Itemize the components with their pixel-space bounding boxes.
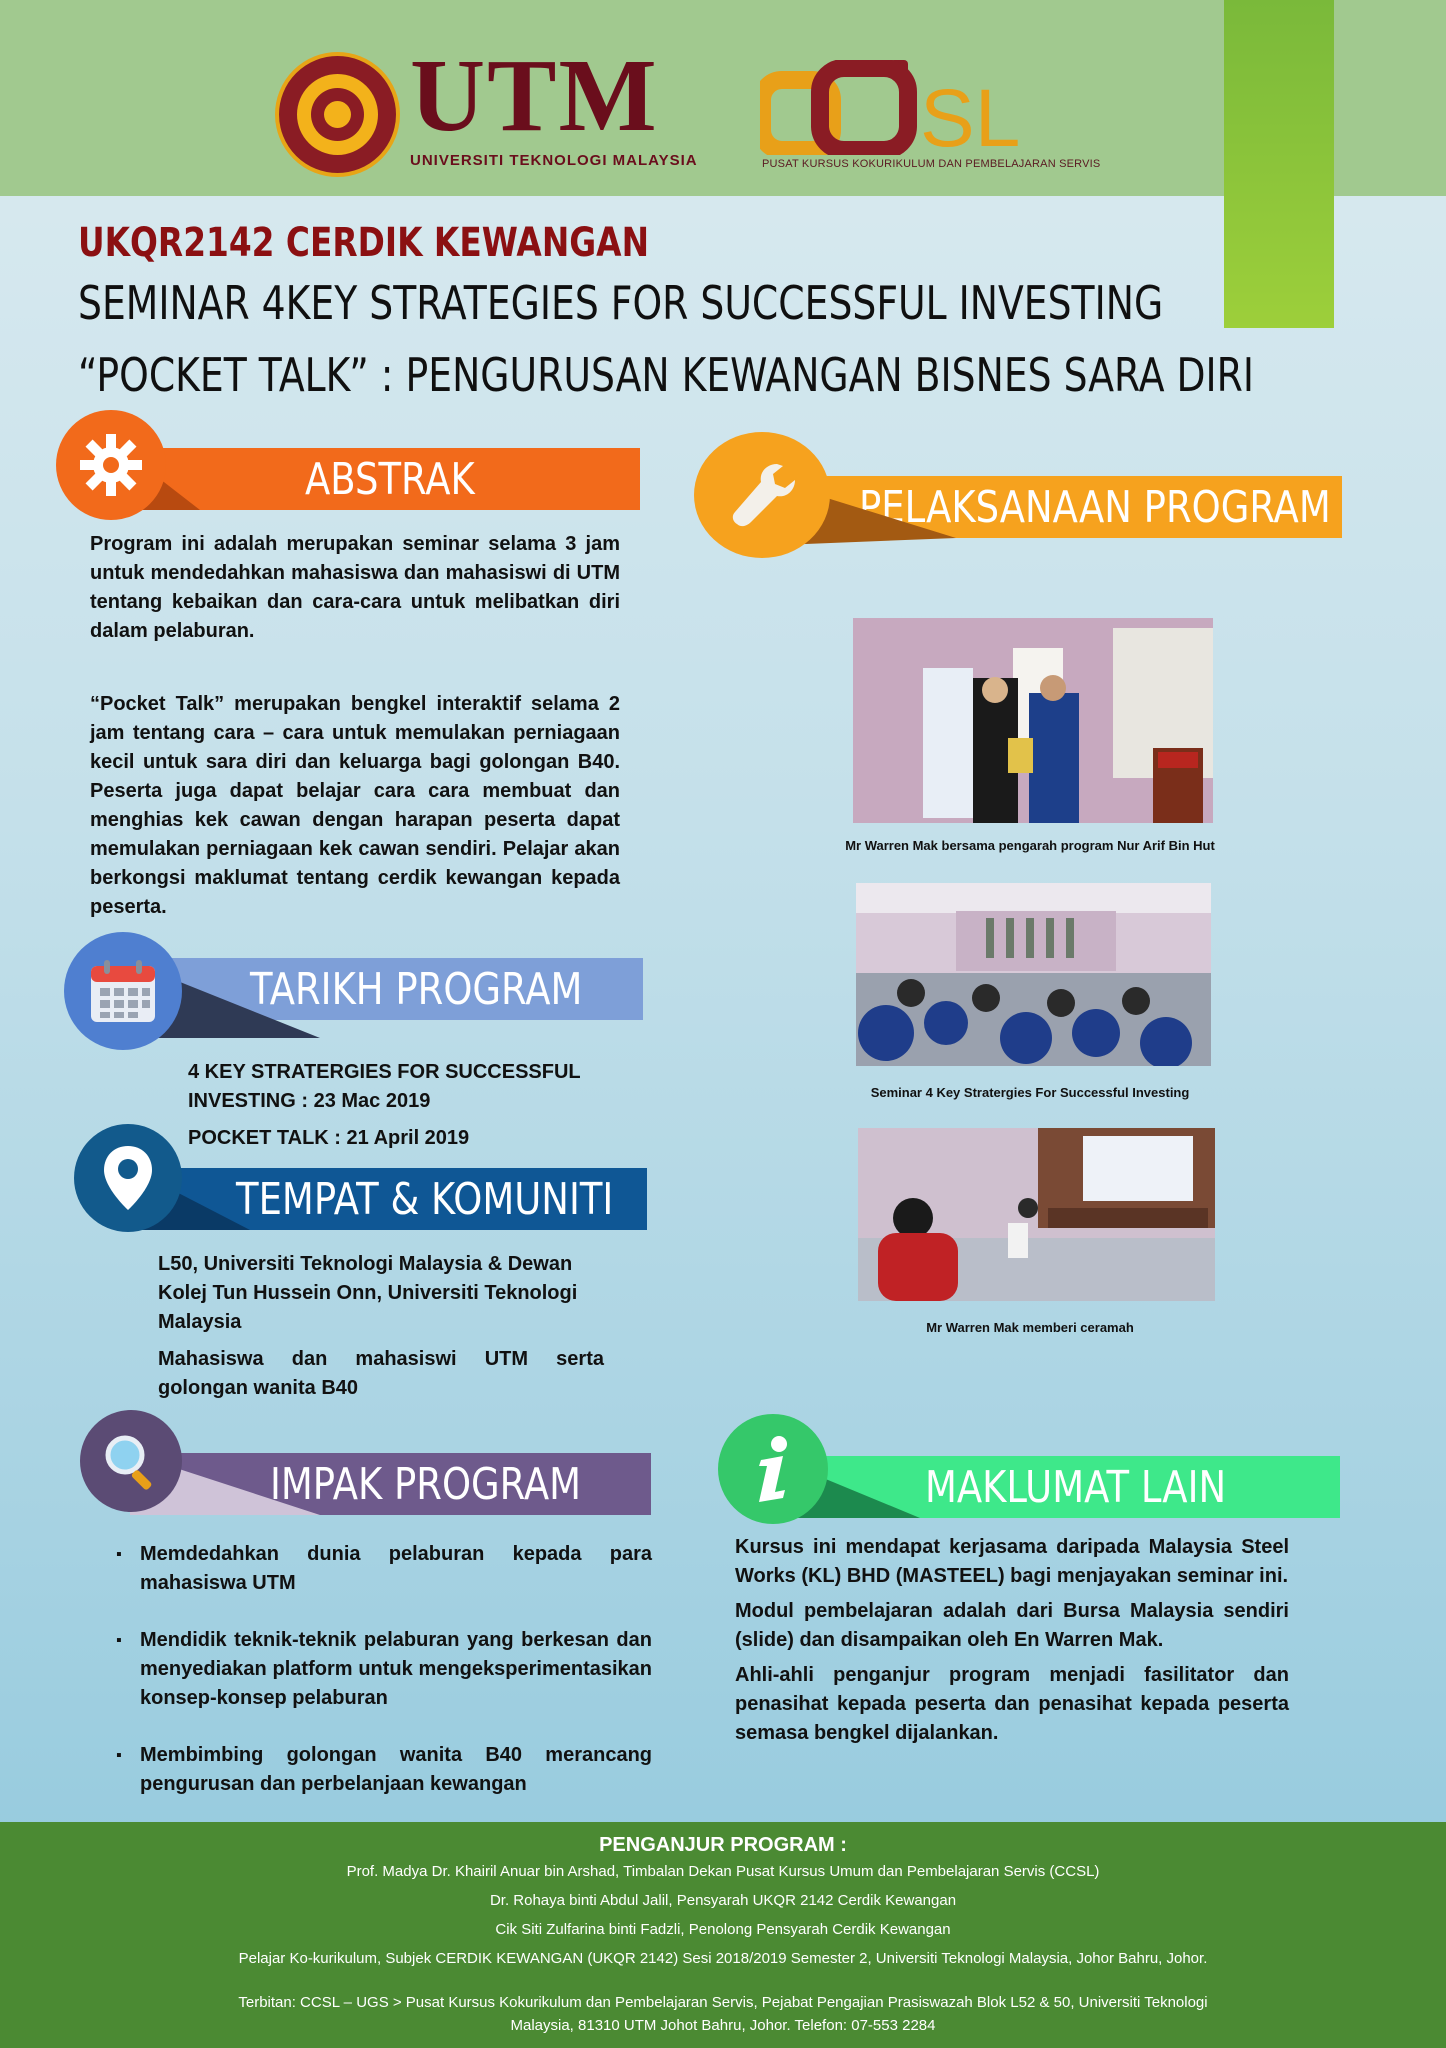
utm-logo-subtitle: UNIVERSITI TEKNOLOGI MALAYSIA (410, 152, 698, 169)
publisher-line-2: Malaysia, 81310 UTM Johot Bahru, Johor. Telefon: 07-553 2284 (510, 2017, 936, 2034)
publisher-info (0, 1991, 1446, 2037)
tempat-paragraph-1: L50, Universiti Teknologi Malaysia & Dewan Kolej Tun Hussein Onn, Universiti Teknologi Malaysia (158, 1253, 578, 1333)
tempat-heading: TEMPAT & KOMUNITI (236, 1173, 614, 1225)
impak-item-1: ▪ Memdedahkan dunia pelaburan kepada para mahasiswa UTM (116, 1540, 652, 1598)
organizer-line-1: Prof. Madya Dr. Khairil Anuar bin Arshad, Timbalan Dekan Pusat Kursus Umum dan Pembelajaran Servis (CCSL) (346, 1863, 1100, 1880)
organizer-line-2: Dr. Rohaya binti Abdul Jalil, Pensyarah UKQR 2142 Cerdik Kewangan (489, 1892, 957, 1909)
impak-item-2: ▪ Mendidik teknik-teknik pelaburan yang berkesan dan menyediakan platform untuk mengeksperimentasikan konsep-konsep pelaburan (116, 1626, 652, 1713)
maklumat-heading: MAKLUMAT LAIN (925, 1461, 1227, 1513)
maklumat-body (735, 1533, 1289, 1770)
tempat-body (158, 1250, 604, 1425)
location-pin-icon (102, 1144, 154, 1212)
photo-seminar-audience (856, 883, 1211, 1066)
ccsl-logo-subtitle: PUSAT KURSUS KOKURIKULUM DAN PEMBELAJARAN SERVIS (762, 158, 1101, 170)
ccsl-logo-text: SL (920, 73, 1021, 155)
utm-logo-text: UTM (410, 38, 659, 153)
maklumat-paragraph-1: Kursus ini mendapat kerjasama daripada Malaysia Steel Works (KL) BHD (MASTEEL) bagi menjayakan seminar ini. (735, 1536, 1289, 1587)
gear-icon (78, 432, 144, 498)
tarikh-heading: TARIKH PROGRAM (250, 963, 583, 1015)
tarikh-icon-circle (64, 932, 182, 1050)
maklumat-paragraph-3: Ahli-ahli penganjur program menjadi fasilitator dan penasihat kepada peserta dan penasihat kepada peserta semasa bengkel dijalankan. (735, 1664, 1289, 1744)
info-icon (743, 1434, 803, 1504)
footer (0, 1822, 1446, 2048)
maklumat-paragraph-2: Modul pembelajaran adalah dari Bursa Malaysia sendiri (slide) dan disampaikan oleh En Warren Mak. (735, 1600, 1289, 1651)
publisher-line-1: Terbitan: CCSL – UGS > Pusat Kursus Kokurikulum dan Pembelajaran Servis, Pejabat Pengajian Prasiswazah Blok L52 & 50, Universiti Teknologi (238, 1994, 1208, 2011)
footer-heading: PENGANJUR PROGRAM : (599, 1834, 847, 1856)
tempat-icon-circle (74, 1124, 182, 1232)
tempat-paragraph-2: Mahasiswa dan mahasiswi UTM serta golongan wanita B40 (158, 1348, 604, 1399)
impak-heading: IMPAK PROGRAM (270, 1458, 582, 1510)
abstrak-icon-circle (56, 410, 166, 520)
seminar-title: SEMINAR 4KEY STRATEGIES FOR SUCCESSFUL INVESTING (78, 276, 1164, 330)
magnifier-icon (101, 1431, 161, 1491)
photo-talk-lecture (858, 1128, 1215, 1301)
abstrak-body (90, 530, 620, 944)
ccsl-logo (760, 60, 1080, 155)
photo-caption-1: Mr Warren Mak bersama pengarah program Nur Arif Bin Hut (845, 838, 1215, 853)
impak-item-3: ▪ Membimbing golongan wanita B40 merancang pengurusan dan perbelanjaan kewangan (116, 1741, 652, 1799)
photo-caption-2: Seminar 4 Key Stratergies For Successful Investing (870, 1085, 1190, 1100)
pocket-talk-title: “POCKET TALK” : PENGURUSAN KEWANGAN BISNES SARA DIRI (78, 348, 1255, 402)
organizer-line-4: Pelajar Ko-kurikulum, Subjek CERDIK KEWANGAN (UKQR 2142) Sesi 2018/2019 Semester 2, Universiti Teknologi Malaysia, Johor Bahru, Johor. (238, 1950, 1208, 1967)
abstrak-paragraph-1: Program ini adalah merupakan seminar selama 3 jam untuk mendedahkan mahasiswa dan mahasiswi di UTM tentang kebaikan dan cara-cara untuk melibatkan diri dalam pelaburan. (90, 533, 620, 642)
tarikh-body (188, 1058, 581, 1153)
maklumat-icon-circle (718, 1414, 828, 1524)
abstrak-paragraph-2: “Pocket Talk” merupakan bengkel interaktif selama 2 jam tentang cara – cara untuk memulakan perniagaan kecil untuk sara diri dan keluarga bagi golongan B40. Peserta juga dapat belajar cara cara membuat dan menghias kek cawan dengan harapan peserta dapat memulakan perniagaan kek cawan sendiri. Pelajar akan berkongsi maklumat tentang cerdik kewangan kepada peserta. (90, 693, 620, 918)
pelaksanaan-icon-circle (694, 432, 830, 558)
utm-seal-logo (275, 52, 400, 177)
photo-award-presentation (853, 618, 1213, 823)
tarikh-line-1: 4 KEY STRATERGIES FOR SUCCESSFUL (188, 1061, 581, 1083)
photo-caption-3: Mr Warren Mak memberi ceramah (926, 1320, 1134, 1335)
calendar-icon (88, 958, 158, 1024)
course-code-title: UKQR2142 CERDIK KEWANGAN (78, 220, 650, 266)
abstrak-heading: ABSTRAK (305, 453, 475, 505)
organizer-line-3: Cik Siti Zulfarina binti Fadzli, Penolong Pensyarah Cerdik Kewangan (495, 1921, 951, 1938)
green-accent-bar (1224, 0, 1334, 328)
impak-icon-circle (80, 1410, 182, 1512)
tarikh-line-2: INVESTING : 23 Mac 2019 (188, 1090, 431, 1112)
wrench-icon (727, 460, 797, 530)
impak-list (116, 1540, 652, 1825)
tarikh-line-3: POCKET TALK : 21 April 2019 (188, 1127, 470, 1149)
pelaksanaan-heading: PELAKSANAAN PROGRAM (859, 481, 1331, 533)
